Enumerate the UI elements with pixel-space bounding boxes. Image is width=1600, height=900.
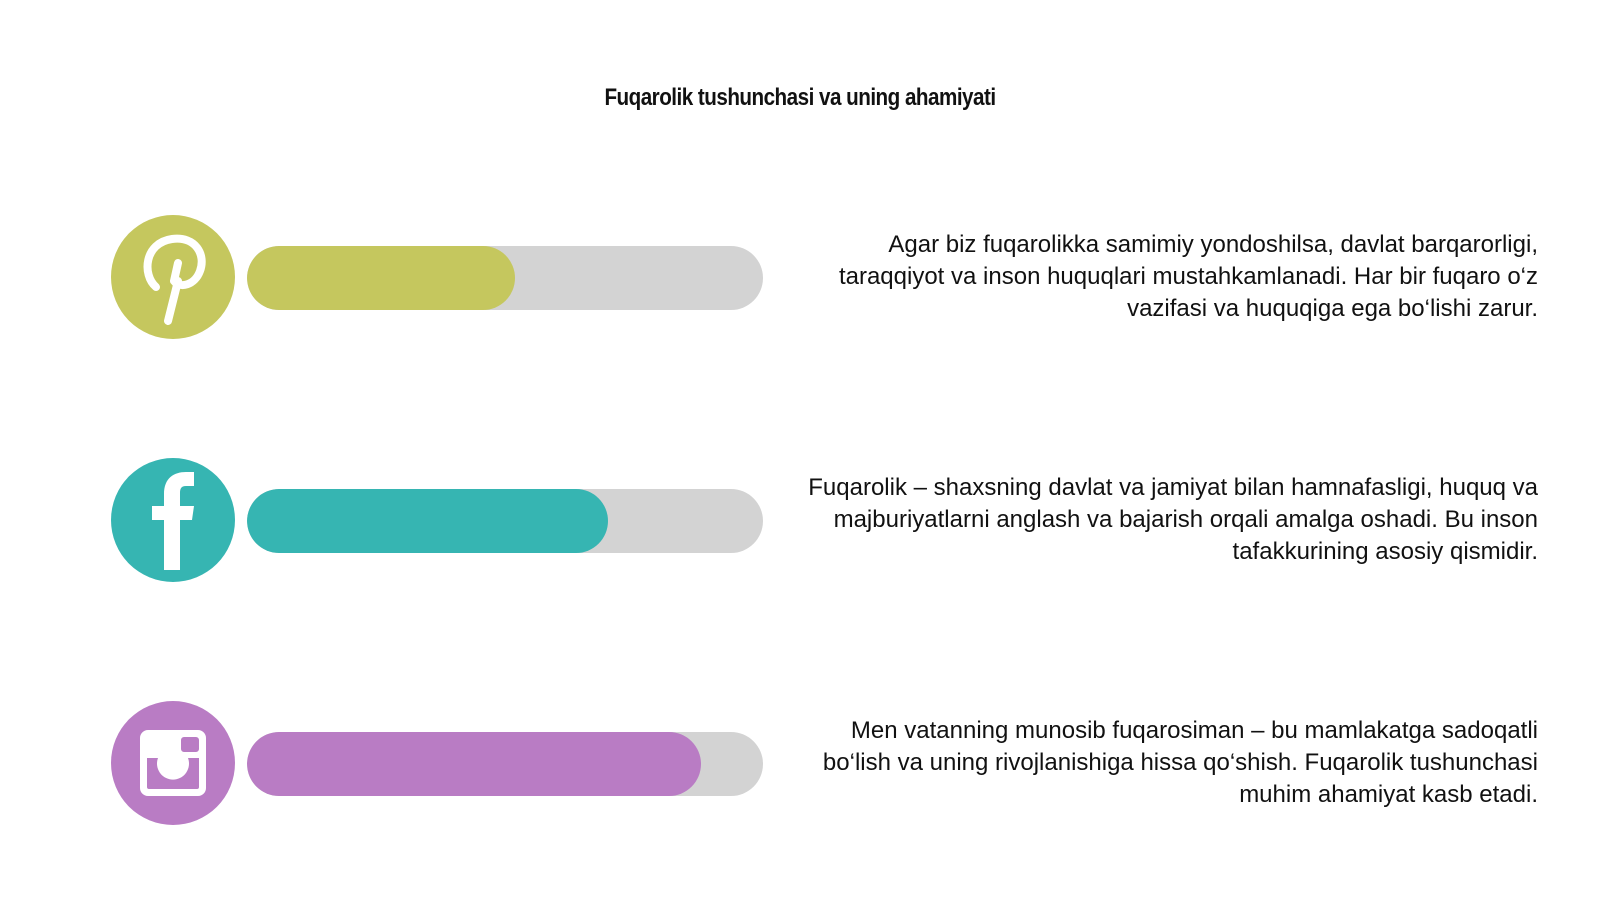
item-description: Agar biz fuqarolikka samimiy yondoshilsa, davlat barqarorligi, taraqqiyot va inson huquqlari mustahkamlanadi. Har bir fuqaro o‘z vazifasi va huquqiga ega bo‘lishi zarur. <box>838 231 1538 322</box>
pinterest-icon <box>111 215 235 339</box>
progress-fill <box>247 732 701 796</box>
page-title: Fuqarolik tushunchasi va uning ahamiyati <box>604 84 996 111</box>
list-item <box>0 458 1600 582</box>
list-item <box>0 701 1600 825</box>
progress-fill <box>247 246 515 310</box>
item-description: Fuqarolik – shaxsning davlat va jamiyat bilan hamnafasligi, huquq va majburiyatlarni anglash va bajarish orqali amalga oshadi. Bu inson tafakkurining asosiy qismidir. <box>808 474 1538 565</box>
list-item <box>0 215 1600 339</box>
item-description: Men vatanning munosib fuqarosiman – bu mamlakatga sadoqatli bo‘lish va uning rivojlanishiga hissa qo‘shish. Fuqarolik tushunchasi muhim ahamiyat kasb etadi. <box>822 717 1538 808</box>
progress-track <box>247 246 763 310</box>
progress-fill <box>247 489 608 553</box>
progress-track <box>247 732 763 796</box>
facebook-icon <box>111 458 235 582</box>
progress-track <box>247 489 763 553</box>
instagram-icon <box>111 701 235 825</box>
